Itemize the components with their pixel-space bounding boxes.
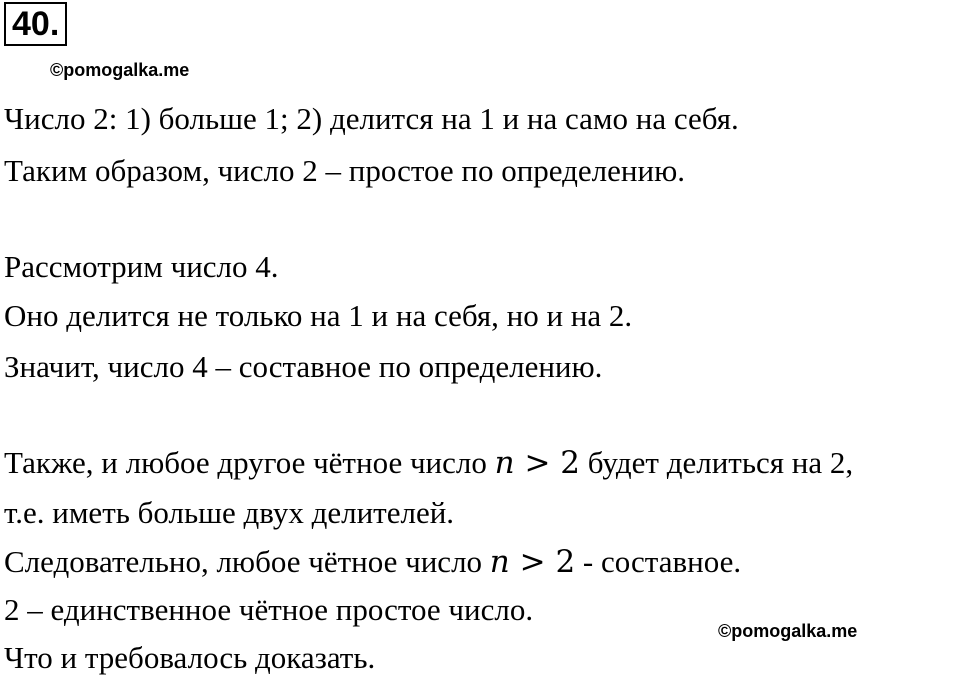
- watermark-top: ©pomogalka.me: [50, 60, 190, 80]
- text-line-p1-2: Таким образом, число 2 – простое по определению.: [4, 153, 686, 188]
- text-fragment: Также, и любое другое чётное число: [4, 445, 495, 480]
- text-line-p3-1: [4, 443, 853, 483]
- watermark-bottom: ©pomogalka.me: [718, 621, 858, 641]
- text-fragment: - составное.: [575, 544, 742, 579]
- text-line-p2-1: Рассмотрим число 4.: [4, 249, 279, 284]
- text-fragment: будет делиться на 2,: [580, 445, 854, 480]
- math-inequality: > 2: [514, 445, 580, 481]
- text-line-p1-1: Число 2: 1) больше 1; 2) делится на 1 и на само на себя.: [4, 101, 739, 136]
- text-line-p3-2: т.е. иметь больше двух делителей.: [4, 495, 455, 530]
- math-variable-n: n: [489, 544, 510, 580]
- text-line-p3-3: [4, 542, 741, 582]
- text-line-p3-5: Что и требовалось доказать.: [4, 640, 376, 675]
- math-inequality: > 2: [509, 544, 576, 580]
- task-number: 40.: [4, 2, 67, 46]
- text-line-p2-2: Оно делится не только на 1 и на себя, но и на 2.: [4, 298, 633, 333]
- math-variable-n: n: [494, 445, 515, 481]
- text-line-p3-4: 2 – единственное чётное простое число.: [4, 592, 534, 627]
- text-line-p2-3: Значит, число 4 – составное по определению.: [4, 349, 603, 384]
- text-fragment: Следовательно, любое чётное число: [4, 544, 490, 579]
